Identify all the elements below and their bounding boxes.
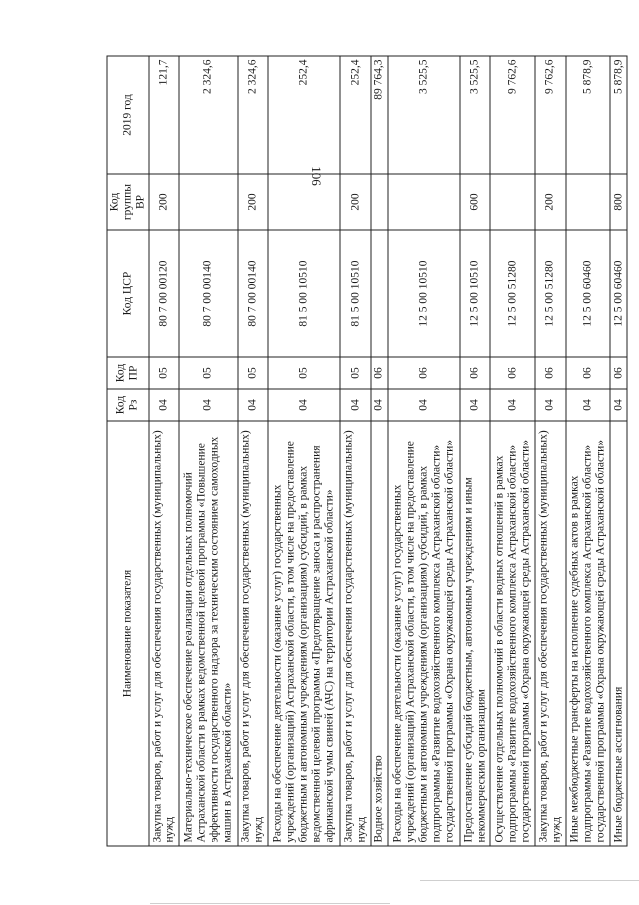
row-pr-code: 06 (609, 357, 626, 389)
table-row (370, 56, 387, 846)
row-rz-code: 04 (237, 389, 268, 421)
row-pr-code: 06 (387, 357, 459, 389)
row-vr-code: 200 (148, 174, 179, 230)
table-row (237, 56, 268, 846)
row-value: 9 762,6 (534, 56, 565, 174)
row-name: Иные межбюджетные трансферты на исполнение судебных актов в рамках подпрограммы «Развитие водохозяйственного комплекса Астраханской области» государственной программы «Охрана окружающей среды Астраханской области» (565, 421, 609, 846)
row-value: 121,7 (148, 56, 179, 174)
row-csr-code: 12 5 00 60460 (609, 230, 626, 357)
row-vr-code (565, 174, 609, 230)
row-value: 252,4 (268, 56, 340, 174)
row-name: Предоставление субсидий бюджетным, автономным учреждениям и иным некоммерческим организациям (459, 421, 490, 846)
row-csr-code: 80 7 00 00140 (179, 230, 237, 357)
row-name: Осуществление отдельных полномочий в области водных отношений в рамках подпрограммы «Развитие водохозяйственного комплекса Астраханской области» государственной программы «Охрана окружающей среды Астраханской области» (490, 421, 534, 846)
row-name: Расходы на обеспечение деятельности (оказание услуг) государственных учреждений (организаций) Астраханской области, в том числе на предоставление бюджетным и автономным учреждениям (организациям) субсидий, в рамках подпрограммы «Развитие водохозяйственного комплекса Астраханской области» государственной программы «Охрана окружающей среды Астраханской области» (387, 421, 459, 846)
row-vr-code: 200 (534, 174, 565, 230)
row-name: Закупка товаров, работ и услуг для обеспечения государственных (муниципальных) нужд (148, 421, 179, 846)
row-pr-code: 05 (340, 357, 371, 389)
row-value: 89 764,3 (370, 56, 387, 174)
row-pr-code: 05 (148, 357, 179, 389)
row-pr-code: 06 (490, 357, 534, 389)
row-value: 252,4 (340, 56, 371, 174)
row-pr-code: 06 (534, 357, 565, 389)
budget-table (106, 55, 627, 846)
table-row (609, 56, 626, 846)
row-rz-code: 04 (534, 389, 565, 421)
table-body (148, 56, 626, 846)
row-rz-code: 04 (387, 389, 459, 421)
row-pr-code: 05 (237, 357, 268, 389)
row-vr-code (370, 174, 387, 230)
row-name: Закупка товаров, работ и услуг для обеспечения государственных (муниципальных) нужд (340, 421, 371, 846)
row-csr-code: 12 5 00 51280 (534, 230, 565, 357)
row-name: Закупка товаров, работ и услуг для обеспечения государственных (муниципальных) нужд (237, 421, 268, 846)
row-csr-code: 12 5 00 51280 (490, 230, 534, 357)
table-row (565, 56, 609, 846)
table-row (340, 56, 371, 846)
row-rz-code: 04 (459, 389, 490, 421)
row-vr-code (387, 174, 459, 230)
row-rz-code: 04 (370, 389, 387, 421)
row-rz-code: 04 (490, 389, 534, 421)
row-pr-code: 06 (565, 357, 609, 389)
row-csr-code: 12 5 00 60460 (565, 230, 609, 357)
row-vr-code (268, 174, 340, 230)
header-year: 2019 год (107, 56, 149, 174)
header-vr: Код группы ВР (107, 174, 149, 230)
row-vr-code (490, 174, 534, 230)
row-csr-code: 81 5 00 10510 (268, 230, 340, 357)
row-value: 2 324,6 (179, 56, 237, 174)
row-value: 5 878,9 (565, 56, 609, 174)
header-rz: Код Рз (107, 389, 149, 421)
row-value: 5 878,9 (609, 56, 626, 174)
row-rz-code: 04 (609, 389, 626, 421)
table-row (387, 56, 459, 846)
row-rz-code: 04 (179, 389, 237, 421)
row-vr-code: 800 (609, 174, 626, 230)
page-number: 106 (308, 166, 324, 186)
table-row (179, 56, 237, 846)
scan-artifact-line (420, 880, 639, 881)
header-pr: Код ПР (107, 357, 149, 389)
row-name: Материально-техническое обеспечение реализации отдельных полномочий Астраханской области в рамках ведомственной целевой программы «Повышение эффективности государственного надзора за техническим состоянием самоходных машин в Астраханской области» (179, 421, 237, 846)
row-value: 9 762,6 (490, 56, 534, 174)
row-value: 3 525,5 (387, 56, 459, 174)
table-row (459, 56, 490, 846)
row-value: 2 324,6 (237, 56, 268, 174)
table-header-row (107, 56, 149, 846)
row-csr-code: 12 5 00 10510 (387, 230, 459, 357)
table-row (490, 56, 534, 846)
row-pr-code: 05 (268, 357, 340, 389)
row-name: Иные бюджетные ассигнования (609, 421, 626, 846)
row-vr-code: 200 (237, 174, 268, 230)
row-name: Закупка товаров, работ и услуг для обеспечения государственных (муниципальных) нужд (534, 421, 565, 846)
row-pr-code: 06 (370, 357, 387, 389)
row-name: Расходы на обеспечение деятельности (оказание услуг) государственных учреждений (организаций) Астраханской области, в том числе на предоставление бюджетным и автономным учреждениям (организациям) субсидий, в рамках ведомственной целевой программы «Предотвращение заноса и распространения африканской чумы свиней (АЧС) на территории Астраханской области» (268, 421, 340, 846)
table-row (268, 56, 340, 846)
row-vr-code: 600 (459, 174, 490, 230)
row-csr-code: 81 5 00 10510 (340, 230, 371, 357)
row-vr-code (179, 174, 237, 230)
budget-table-rotated (106, 56, 627, 846)
row-rz-code: 04 (268, 389, 340, 421)
table-row (534, 56, 565, 846)
row-name: Водное хозяйство (370, 421, 387, 846)
header-name: Наименование показателя (107, 421, 149, 846)
row-csr-code: 80 7 00 00140 (237, 230, 268, 357)
row-csr-code: 12 5 00 10510 (459, 230, 490, 357)
row-pr-code: 05 (179, 357, 237, 389)
row-value: 3 525,5 (459, 56, 490, 174)
row-rz-code: 04 (565, 389, 609, 421)
scan-artifact-line (150, 903, 390, 904)
row-csr-code: 80 7 00 00120 (148, 230, 179, 357)
row-pr-code: 06 (459, 357, 490, 389)
header-csr: Код ЦСР (107, 230, 149, 357)
row-vr-code: 200 (340, 174, 371, 230)
row-rz-code: 04 (340, 389, 371, 421)
table-row (148, 56, 179, 846)
row-rz-code: 04 (148, 389, 179, 421)
row-csr-code (370, 230, 387, 357)
